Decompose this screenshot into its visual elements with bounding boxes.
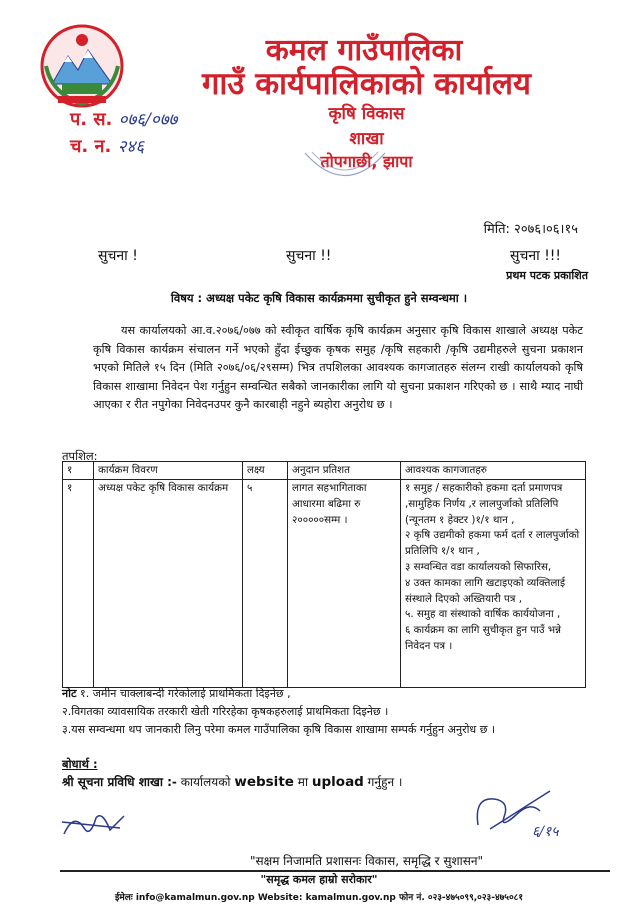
doc-item: ४ उक्त कामका लागि खटाइएको व्यक्तिलाई संस्थाले दिएको अख्तियारी पत्र , — [405, 576, 566, 605]
cell-documents — [401, 480, 586, 688]
col-grant: अनुदान प्रतिशत — [288, 462, 401, 480]
table-header-row — [63, 462, 586, 480]
website-address[interactable]: kamalmun.gov.np — [305, 893, 396, 903]
signature-date: ६/१५ — [532, 824, 559, 840]
distribution-line — [62, 773, 402, 790]
col-documents: आवश्यक कागजातहरु — [401, 462, 586, 480]
location-name: तोपगाछी, झापा — [320, 152, 413, 171]
col-program: कार्यक्रम विवरण — [94, 462, 243, 480]
doc-item: ६ कार्यक्रम का लागि सुचीकृत हुन पाउँ भन्ने निवेदन पत्र । — [405, 624, 561, 652]
cell-sn: १ — [63, 480, 94, 688]
cell-target: ५ — [243, 480, 288, 688]
cn-label: च. न. — [70, 136, 112, 157]
dist-text-3: गर्नुहुन । — [367, 775, 403, 789]
upload-word: upload — [311, 774, 364, 790]
notes-label: नोट — [62, 687, 77, 700]
notice-heading-2: सुचना !! — [286, 248, 332, 264]
cn-value: २४६ — [117, 137, 145, 157]
email-address[interactable]: info@kamalmun.gov.np — [135, 893, 255, 903]
municipality-name: कमल गाउँपालिका — [265, 33, 463, 68]
ps-label: प. स. — [70, 109, 113, 130]
branch-name: शाखा — [349, 129, 384, 149]
ps-value: ०७६/०७७ — [118, 110, 178, 130]
notes-section — [62, 685, 602, 739]
reference-ps — [70, 107, 177, 131]
doc-item: ३ सम्वन्धित वडा कार्यालयको सिफारिस, — [405, 560, 552, 573]
dist-text-2: मा — [297, 775, 309, 789]
doc-item: २ कृषि उद्यमीको हकमा फर्म दर्ता र लालपुर्जाको प्रतिलिपि १/१ थान , — [405, 529, 580, 558]
reference-cn — [70, 134, 144, 158]
website-word: website — [234, 774, 294, 790]
program-details-table — [62, 461, 586, 688]
subject-line: विषय : अध्यक्ष पकेट कृषि विकास कार्यक्रममा सुचीकृत हुने सम्वन्धमा । — [170, 291, 468, 305]
website-label: Website: — [257, 893, 303, 903]
col-sn: १ — [63, 462, 94, 480]
note-2: २.विगतका व्यावसायिक तरकारी खेती गरिरहेका कृषकहरुलाई प्राथमिकता दिइनेछ । — [62, 705, 389, 718]
note-1-text: १. जमीन चाक्लाबन्दी गरेकोलाई प्राथमिकता दिइनेछ , — [80, 687, 291, 700]
notice-heading-3: सुचना !!! — [510, 248, 562, 264]
note-3: ३.यस सम्वन्धमा थप जानकारी लिनु परेमा कमल गाउँपालिका कृषि विकास शाखामा सम्पर्क गर्नुहुन अनुरोध छ । — [62, 723, 496, 736]
doc-item: ५. समुह वा संस्थाको वार्षिक कार्ययोजना , — [405, 608, 561, 621]
phone-number: ०२३-४७५०९९,०२३-४७५०८१ — [427, 893, 524, 903]
notice-body-text: यस कार्यालयको आ.व.२०७६/०७७ को स्वीकृत वार्षिक कृषि कार्यक्रम अनुसार कृषि विकास शाखाले अध्यक्ष पकेट कृषि विकास कार्यक्रम संचालन गर्ने भएको हुँदा ईच्छुक कृषक समुह /कृषि सहकारी /कृषि उद्यमीहरुले सुचना प्रकाशन भएको मितिले १५ दिन (मिति २०७६/०६/२९सम्म) भित्र तपशिलका आवश्यक कागजातहरु संलग्न राखी कार्यालयको कृषि विकास शाखामा निवेदन पेश गर्नुहुन सम्वन्धित सबैको जानकारीका लागि यो सुचना प्रकाशन गरिएको छ । साथै म्याद नाघी आएका र रीत नपुगेका निवेदनउपर कुनै कारबाही नहुने ब्यहोरा अनुरोध छ । — [93, 324, 583, 411]
cell-grant: लागत सहभागिताका आधारमा बढिमा रु २०००००सम्म । — [288, 480, 401, 688]
col-target: लक्ष्य — [243, 462, 288, 480]
first-publication-label: प्रथम पटक प्रकाशित — [506, 269, 588, 282]
footer-contact — [0, 890, 638, 903]
footer-slogan: "समृद्ध कमल हाम्रो सरोकार" — [260, 873, 378, 886]
doc-item: १ समुह / सहकारीको हकमा दर्ता प्रमाणपत्र ,सामुहिक निर्णय ,र लालपुर्जाको प्रतिलिपि (न्यूनतम १ हेक्टर )१/१ थान , — [405, 482, 563, 526]
note-1 — [62, 685, 602, 703]
table-row — [63, 480, 586, 688]
phone-label: फोन नं. — [398, 893, 425, 903]
governance-slogan: "सक्षम निजामति प्रशासनः विकास, समृद्धि र सुशासन" — [249, 854, 484, 868]
left-signature — [60, 808, 130, 844]
email-label: ईमेलः — [114, 893, 133, 903]
details-label: तपशिल: — [62, 449, 98, 463]
office-stamp — [300, 148, 390, 190]
notice-heading-1: सुचना ! — [98, 248, 138, 264]
section-name: कृषि विकास — [328, 104, 405, 124]
distribution-label: बोधार्थ : — [62, 757, 98, 771]
notice-body — [93, 322, 583, 415]
letter-date: मिति: २०७६।०६।१५ — [483, 222, 578, 237]
it-section-label: श्री सूचना प्रविधि शाखा :- — [62, 775, 177, 789]
dist-text-1: कार्यालयको — [180, 775, 231, 789]
office-name: गाउँ कार्यपालिकाको कार्यालय — [201, 66, 532, 102]
cell-program: अध्यक्ष पकेट कृषि विकास कार्यक्रम — [94, 480, 243, 688]
